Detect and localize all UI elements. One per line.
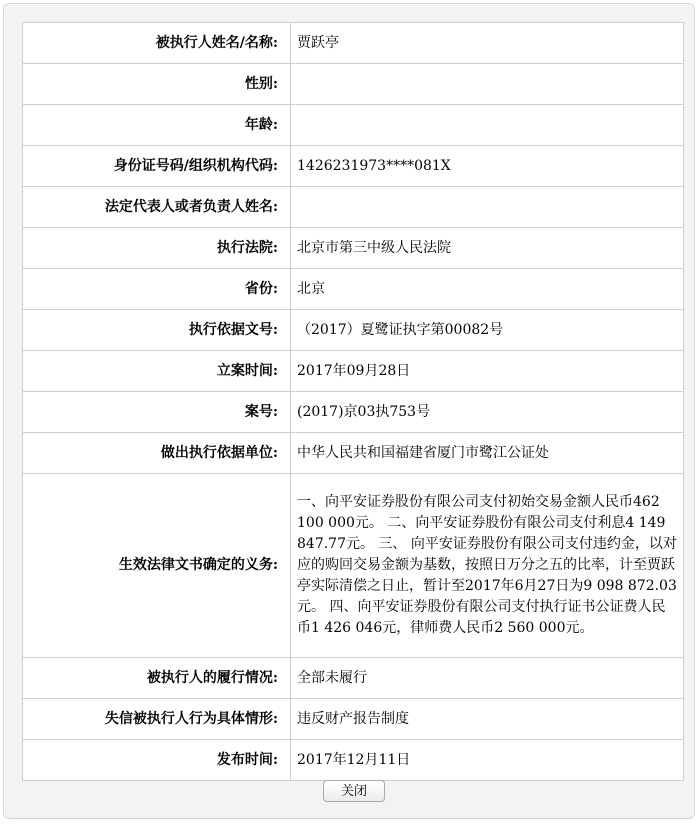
detail-panel bbox=[3, 3, 695, 819]
table-row bbox=[23, 658, 684, 699]
value-legal-representative bbox=[291, 187, 684, 228]
value-obligations: 一、向平安证券股份有限公司支付初始交易金额人民币462 100 000元。 二、向平安证券股份有限公司支付利息4 149 847.77元。 三、 向平安证券股份有限公司支付违约金，以对应的购回交易金额为基数，按照日万分之五的比率，计至贾跃亭实际清偿之日止，暂计至2017年6月27日为9 098 872.03元。 四、向平安证券股份有限公司支付执行证书公证费人民币1 426 046元，律师费人民币2 560 000元。 bbox=[291, 474, 684, 658]
label-filing-date: 立案时间: bbox=[23, 351, 291, 392]
table-row bbox=[23, 187, 684, 228]
table-row bbox=[23, 740, 684, 781]
label-province: 省份: bbox=[23, 269, 291, 310]
value-age bbox=[291, 105, 684, 146]
label-obligations: 生效法律文书确定的义务: bbox=[23, 474, 291, 658]
value-filing-date: 2017年09月28日 bbox=[291, 351, 684, 392]
label-performance-status: 被执行人的履行情况: bbox=[23, 658, 291, 699]
label-gender: 性别: bbox=[23, 64, 291, 105]
value-case-number: (2017)京03执753号 bbox=[291, 392, 684, 433]
label-executing-court: 执行法院: bbox=[23, 228, 291, 269]
table-row bbox=[23, 433, 684, 474]
label-case-number: 案号: bbox=[23, 392, 291, 433]
button-bar bbox=[4, 780, 700, 802]
close-button[interactable]: 关闭 bbox=[323, 780, 385, 802]
value-basis-document-number: （2017）夏鹭证执字第00082号 bbox=[291, 310, 684, 351]
value-performance-status: 全部未履行 bbox=[291, 658, 684, 699]
table-row bbox=[23, 474, 684, 658]
label-id-number: 身份证号码/组织机构代码: bbox=[23, 146, 291, 187]
label-basis-document-number: 执行依据文号: bbox=[23, 310, 291, 351]
label-publish-date: 发布时间: bbox=[23, 740, 291, 781]
label-dishonest-behavior: 失信被执行人行为具体情形: bbox=[23, 699, 291, 740]
label-debtor-name: 被执行人姓名/名称: bbox=[23, 23, 291, 64]
table-row bbox=[23, 146, 684, 187]
table-row bbox=[23, 699, 684, 740]
table-row bbox=[23, 392, 684, 433]
value-id-number: 1426231973****081X bbox=[291, 146, 684, 187]
value-gender bbox=[291, 64, 684, 105]
debtor-info-table bbox=[22, 22, 684, 781]
value-dishonest-behavior: 违反财产报告制度 bbox=[291, 699, 684, 740]
table-row bbox=[23, 351, 684, 392]
value-province: 北京 bbox=[291, 269, 684, 310]
label-issuing-unit: 做出执行依据单位: bbox=[23, 433, 291, 474]
value-executing-court: 北京市第三中级人民法院 bbox=[291, 228, 684, 269]
table-row bbox=[23, 64, 684, 105]
table-row bbox=[23, 310, 684, 351]
table-row bbox=[23, 269, 684, 310]
table-row bbox=[23, 105, 684, 146]
table-row bbox=[23, 23, 684, 64]
label-legal-representative: 法定代表人或者负责人姓名: bbox=[23, 187, 291, 228]
label-age: 年龄: bbox=[23, 105, 291, 146]
value-debtor-name: 贾跃亭 bbox=[291, 23, 684, 64]
value-publish-date: 2017年12月11日 bbox=[291, 740, 684, 781]
value-issuing-unit: 中华人民共和国福建省厦门市鹭江公证处 bbox=[291, 433, 684, 474]
table-row bbox=[23, 228, 684, 269]
